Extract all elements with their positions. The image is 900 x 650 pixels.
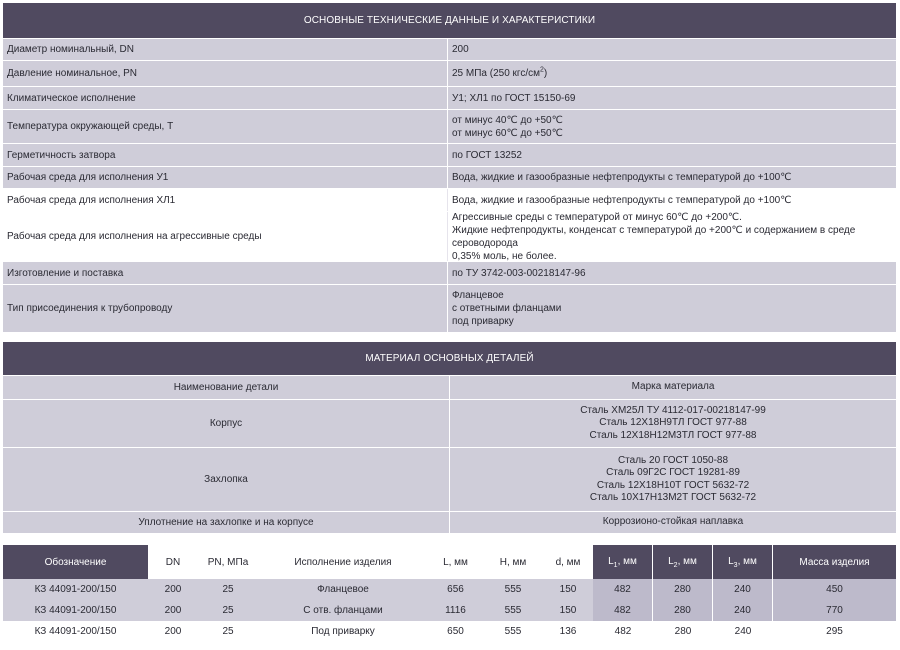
param-label: Климатическое исполнение — [3, 87, 448, 109]
designation-cell: КЗ 44091-200/150 — [3, 579, 148, 600]
l2-cell: 280 — [653, 621, 713, 642]
pn-cell: 25 — [198, 621, 258, 642]
material-list: Сталь ХМ25Л ТУ 4112-017-00218147-99 Сталь 12Х18Н9ТЛ ГОСТ 977-88 Сталь 12Х18Н12М3ТЛ ГОСТ 977-88 — [580, 404, 766, 441]
materials-table — [3, 376, 896, 534]
dn-cell: 200 — [148, 600, 198, 621]
param-value: от минус 40℃ до +50℃ от минус 60℃ до +50℃ — [452, 114, 563, 139]
material-column-header: Марка материала — [631, 381, 715, 393]
table-row — [3, 212, 896, 262]
dn-cell: 200 — [148, 621, 198, 642]
part-name: Корпус — [3, 400, 450, 447]
table-row — [3, 621, 896, 642]
dn-cell: 200 — [148, 579, 198, 600]
designation-cell: КЗ 44091-200/150 — [3, 600, 148, 621]
l3-cell: 240 — [713, 579, 773, 600]
h-cell: 555 — [483, 579, 543, 600]
param-label: Тип присоединения к трубопроводу — [3, 285, 448, 332]
l2-cell: 280 — [653, 600, 713, 621]
l1-cell: 482 — [593, 621, 653, 642]
table-row — [3, 167, 896, 189]
d-header: d, мм — [543, 545, 593, 579]
execution-header: Исполнение изделия — [258, 545, 428, 579]
tech-data-title: ОСНОВНЫЕ ТЕХНИЧЕСКИЕ ДАННЫЕ И ХАРАКТЕРИСТИКИ — [303, 15, 596, 26]
table-row — [3, 579, 896, 600]
part-column-header: Наименование детали — [3, 376, 450, 399]
l1-cell: 482 — [593, 600, 653, 621]
materials-header — [3, 342, 896, 375]
param-value: по ТУ 3742-003-00218147-96 — [452, 267, 586, 279]
part-name: Захлопка — [3, 448, 450, 511]
param-label: Рабочая среда для исполнения на агрессивные среды — [3, 212, 448, 261]
tech-data-table — [3, 39, 896, 333]
l2-cell: 280 — [653, 579, 713, 600]
param-value: 25 МПа (250 кгс/$см^2$) — [452, 66, 548, 79]
l-cell: 1116 — [428, 600, 483, 621]
table-row — [3, 144, 896, 167]
param-value: 200 — [452, 44, 469, 55]
param-value: Вода, жидкие и газообразные нефтепродукты с температурой до +100℃ — [452, 194, 792, 206]
param-label: Рабочая среда для исполнения ХЛ1 — [3, 189, 448, 211]
table-row — [3, 512, 896, 534]
h-cell: 555 — [483, 600, 543, 621]
execution-cell: Под приварку — [258, 621, 428, 642]
dimensions-header-row — [3, 545, 896, 579]
l3-cell: 240 — [713, 621, 773, 642]
l-header: L, мм — [428, 545, 483, 579]
table-row — [3, 61, 896, 87]
param-value: Фланцевое с ответными фланцами под приварку — [452, 290, 562, 327]
material-list: Коррозионо-стойкая наплавка — [602, 516, 744, 528]
table-row — [3, 189, 896, 212]
mass-cell: 770 — [773, 600, 896, 621]
param-value: по ГОСТ 13252 — [452, 149, 522, 161]
tech-data-header — [3, 3, 896, 38]
materials-header-row — [3, 376, 896, 400]
table-row — [3, 600, 896, 621]
param-label: Герметичность затвора — [3, 144, 448, 166]
l1-cell: 482 — [593, 579, 653, 600]
param-value: У1; ХЛ1 по ГОСТ 15150-69 — [452, 92, 576, 104]
dn-header: DN — [148, 545, 198, 579]
param-label: Температура окружающей среды, Т — [3, 110, 448, 143]
d-cell: 150 — [543, 579, 593, 600]
table-row — [3, 39, 896, 61]
l1-header: $L_1$, мм — [593, 545, 653, 579]
mass-cell: 450 — [773, 579, 896, 600]
l3-header: $L_3$, мм — [713, 545, 773, 579]
execution-cell: С отв. фланцами — [258, 600, 428, 621]
part-name: Уплотнение на захлопке и на корпусе — [3, 512, 450, 533]
mass-cell: 295 — [773, 621, 896, 642]
materials-title: МАТЕРИАЛ ОСНОВНЫХ ДЕТАЛЕЙ — [365, 353, 534, 364]
pn-cell: 25 — [198, 600, 258, 621]
l3-cell: 240 — [713, 600, 773, 621]
d-cell: 136 — [543, 621, 593, 642]
table-row — [3, 110, 896, 144]
pn-cell: 25 — [198, 579, 258, 600]
l2-header: $L_2$, мм — [653, 545, 713, 579]
pn-header: PN, МПа — [198, 545, 258, 579]
table-row — [3, 400, 896, 448]
l-cell: 656 — [428, 579, 483, 600]
mass-header: Масса изделия — [773, 545, 896, 579]
table-row — [3, 87, 896, 110]
param-label: Диаметр номинальный, DN — [3, 39, 448, 60]
designation-cell: КЗ 44091-200/150 — [3, 621, 148, 642]
l-cell: 650 — [428, 621, 483, 642]
h-header: H, мм — [483, 545, 543, 579]
param-label: Давление номинальное, PN — [3, 61, 448, 86]
h-cell: 555 — [483, 621, 543, 642]
param-value: Агрессивные среды с температурой от минус 60℃ до +200℃. Жидкие нефтепродукты, конденсат с температурой до +200℃ и содержанием в среде сероводорода 0,35% моль, не более. — [452, 211, 856, 262]
d-cell: 150 — [543, 600, 593, 621]
param-label: Изготовление и поставка — [3, 262, 448, 284]
param-value: Вода, жидкие и газообразные нефтепродукты с температурой до +100℃ — [452, 172, 792, 183]
material-list: Сталь 20 ГОСТ 1050-88 Сталь 09Г2С ГОСТ 19281-89 Сталь 12Х18Н10Т ГОСТ 5632-72 Сталь 10Х17Н13М2Т ГОСТ 5632-72 — [589, 454, 757, 503]
table-row — [3, 285, 896, 333]
execution-cell: Фланцевое — [258, 579, 428, 600]
table-row — [3, 262, 896, 285]
dimensions-table — [3, 545, 896, 642]
designation-header: Обозначение — [3, 545, 148, 579]
param-label: Рабочая среда для исполнения У1 — [3, 167, 448, 188]
table-row — [3, 448, 896, 512]
